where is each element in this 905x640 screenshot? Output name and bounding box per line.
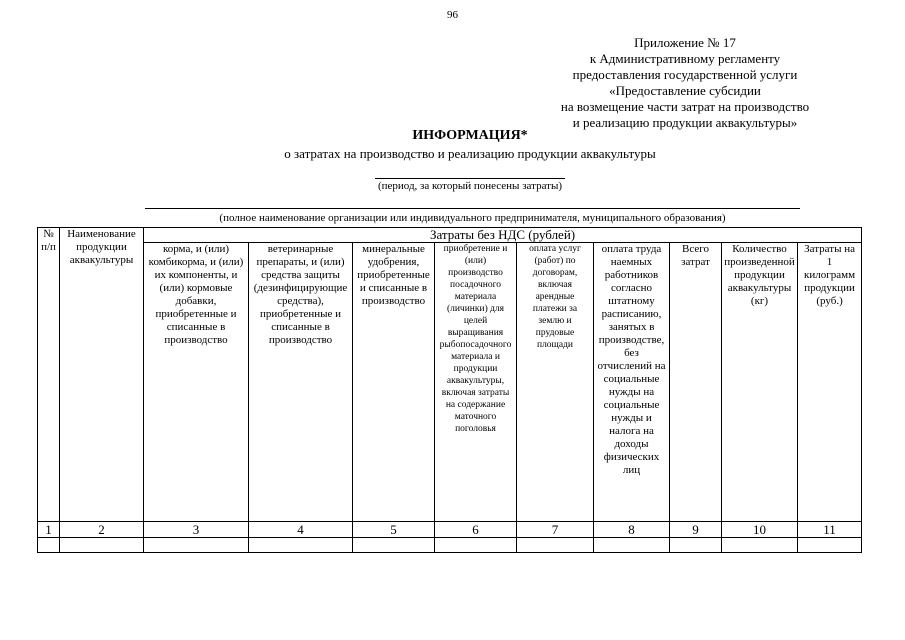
table-cell <box>670 538 722 553</box>
column-number: 5 <box>353 522 435 538</box>
document-title: ИНФОРМАЦИЯ* <box>412 128 528 143</box>
appendix-line: Приложение № 17 <box>634 35 736 50</box>
organization-fill-line <box>145 208 800 209</box>
table-cell <box>722 538 798 553</box>
table-cell <box>353 538 435 553</box>
header-costs-group: Затраты без НДС (рублей) <box>144 228 862 243</box>
appendix-line: на возмещение части затрат на производство <box>560 99 810 114</box>
table-cell <box>60 538 144 553</box>
header-product-name: Наименование продукции аквакультуры <box>60 228 144 522</box>
appendix-line: и реализацию продукции аквакультуры» <box>572 115 798 130</box>
table-header-row <box>38 228 862 243</box>
table-cell <box>798 538 862 553</box>
table-row <box>38 538 862 553</box>
column-number-row <box>38 522 862 538</box>
table-cell <box>435 538 517 553</box>
header-feed: корма, и (или) комбикорма, и (или) их компоненты, и (или) кормовые добавки, приобретенные и списанные в производство <box>144 243 249 522</box>
column-number: 9 <box>670 522 722 538</box>
document-subtitle: о затратах на производство и реализацию продукции аквакультуры <box>284 146 656 161</box>
header-quantity: Количество произведенной продукции аквакультуры (кг) <box>722 243 798 522</box>
column-number: 10 <box>722 522 798 538</box>
header-services: оплата услуг (работ) по договорам, включая арендные платежи за землю и прудовые площади <box>517 243 594 522</box>
organization-caption: (полное наименование организации или индивидуального предпринимателя, муниципального образования) <box>219 212 726 224</box>
period-fill-line <box>375 178 565 179</box>
column-number: 11 <box>798 522 862 538</box>
column-number: 8 <box>594 522 670 538</box>
table-cell <box>38 538 60 553</box>
column-number: 3 <box>144 522 249 538</box>
appendix-block <box>520 35 850 131</box>
header-labor: оплата труда наемных работников согласно штатному расписанию, занятых в производстве, без отчислений на социальные нужды на социальные нужды и налога на доходы физических лиц <box>594 243 670 522</box>
column-number: 6 <box>435 522 517 538</box>
appendix-line: «Предоставление субсидии <box>609 83 761 98</box>
table-cell <box>144 538 249 553</box>
costs-table <box>37 227 862 553</box>
header-cost-per-kg: Затраты на 1 килограмм продукции (руб.) <box>798 243 862 522</box>
table-subheader-row <box>38 243 862 522</box>
table-cell <box>517 538 594 553</box>
header-planting-material: приобретение и (или) производство посадочного материала (личинки) для целей выращивания рыбопосадочного материала и продукции аквакультуры, включая затраты на содержание маточного поголовья <box>435 243 517 522</box>
page-number: 96 <box>447 9 458 21</box>
column-number: 2 <box>60 522 144 538</box>
table-cell <box>594 538 670 553</box>
header-total: Всего затрат <box>670 243 722 522</box>
column-number: 7 <box>517 522 594 538</box>
column-number: 4 <box>249 522 353 538</box>
appendix-line: к Административному регламенту <box>589 51 781 66</box>
period-caption: (период, за который понесены затраты) <box>377 180 563 192</box>
header-veterinary: ветеринарные препараты, и (или) средства защиты (дезинфицирующие средства), приобретенные и списанные в производство <box>249 243 353 522</box>
header-num: № п/п <box>38 228 60 522</box>
column-number: 1 <box>38 522 60 538</box>
header-fertilizers: минеральные удобрения, приобретенные и списанные в производство <box>353 243 435 522</box>
table-cell <box>249 538 353 553</box>
appendix-line: предоставления государственной услуги <box>572 67 798 82</box>
